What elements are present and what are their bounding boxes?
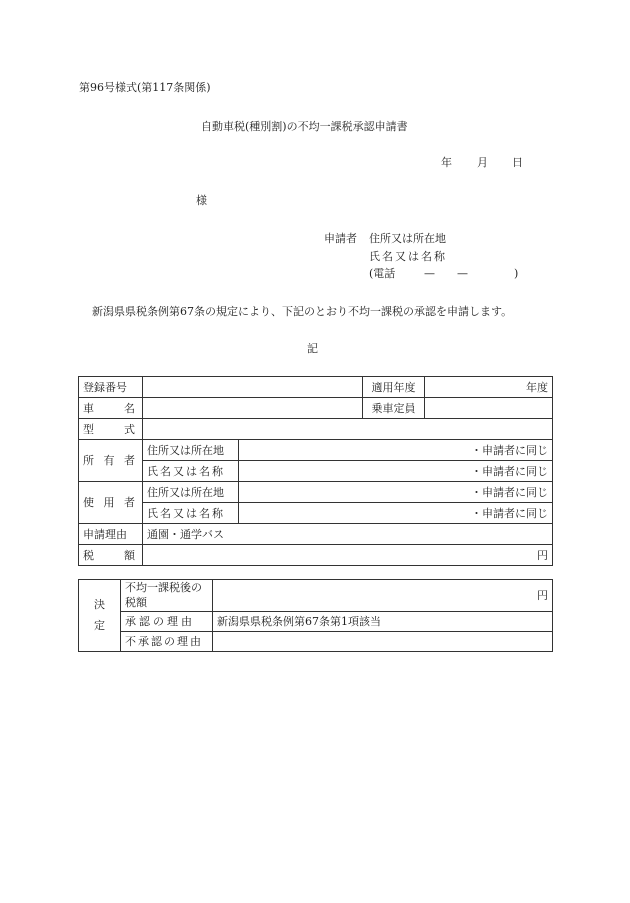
disapprove-reason-field[interactable] — [213, 632, 553, 652]
reason-field[interactable]: 通園・通学バス — [143, 524, 553, 545]
application-table — [78, 376, 553, 566]
car-name-field[interactable] — [143, 398, 363, 419]
owner-name-field[interactable]: ・申請者に同じ — [239, 461, 553, 482]
model-field[interactable] — [143, 419, 553, 440]
owner-address-label: 住所又は所在地 — [143, 440, 239, 461]
addressee-suffix: 様 — [196, 194, 207, 207]
applicable-year-label: 適用年度 — [363, 377, 425, 398]
decision-table — [78, 579, 553, 652]
capacity-field[interactable] — [425, 398, 553, 419]
owner-address-field[interactable]: ・申請者に同じ — [239, 440, 553, 461]
decision-label: 決 定 — [79, 580, 121, 652]
applicant-address-label: 住所又は所在地 — [369, 232, 446, 245]
date-month-label: 月 — [477, 156, 488, 169]
document-title: 自動車税(種別割)の不均一課税承認申請書 — [201, 120, 408, 133]
approve-reason-field[interactable]: 新潟県県税条例第67条第1項該当 — [213, 612, 553, 632]
ki-label: 記 — [307, 342, 318, 355]
phone-dash-2: — — [457, 267, 468, 280]
date-day-label: 日 — [512, 156, 523, 169]
approve-reason-label: 承認の理由 — [121, 612, 213, 632]
phone-close: ) — [514, 267, 519, 280]
tax-after-field[interactable]: 円 — [213, 580, 553, 612]
body-text: 新潟県県税条例第67条の規定により、下記のとおり不均一課税の承認を申請します。 — [92, 305, 513, 318]
user-address-field[interactable]: ・申請者に同じ — [239, 482, 553, 503]
tax-after-label: 不均一課税後の 税額 — [121, 580, 213, 612]
applicant-name-label: 氏名又は名称 — [369, 250, 447, 263]
model-label: 型 式 — [79, 419, 143, 440]
reg-number-label: 登録番号 — [79, 377, 143, 398]
phone-dash-1: — — [424, 267, 435, 280]
capacity-label: 乗車定員 — [363, 398, 425, 419]
form-number: 第96号様式(第117条関係) — [79, 81, 211, 94]
applicant-label: 申請者 — [324, 232, 357, 245]
owner-name-label: 氏名又は名称 — [143, 461, 239, 482]
user-name-field[interactable]: ・申請者に同じ — [239, 503, 553, 524]
tax-amount-field[interactable]: 円 — [143, 545, 553, 566]
date-year-label: 年 — [441, 156, 452, 169]
tax-amount-label: 税 額 — [79, 545, 143, 566]
user-name-label: 氏名又は名称 — [143, 503, 239, 524]
reason-label: 申請理由 — [79, 524, 143, 545]
applicable-year-field[interactable]: 年度 — [425, 377, 553, 398]
disapprove-reason-label: 不承認の理由 — [121, 632, 213, 652]
user-label: 使 用 者 — [79, 482, 143, 524]
phone-label: (電話 — [369, 267, 396, 280]
owner-label: 所 有 者 — [79, 440, 143, 482]
car-name-label: 車 名 — [79, 398, 143, 419]
reg-number-field[interactable] — [143, 377, 363, 398]
user-address-label: 住所又は所在地 — [143, 482, 239, 503]
